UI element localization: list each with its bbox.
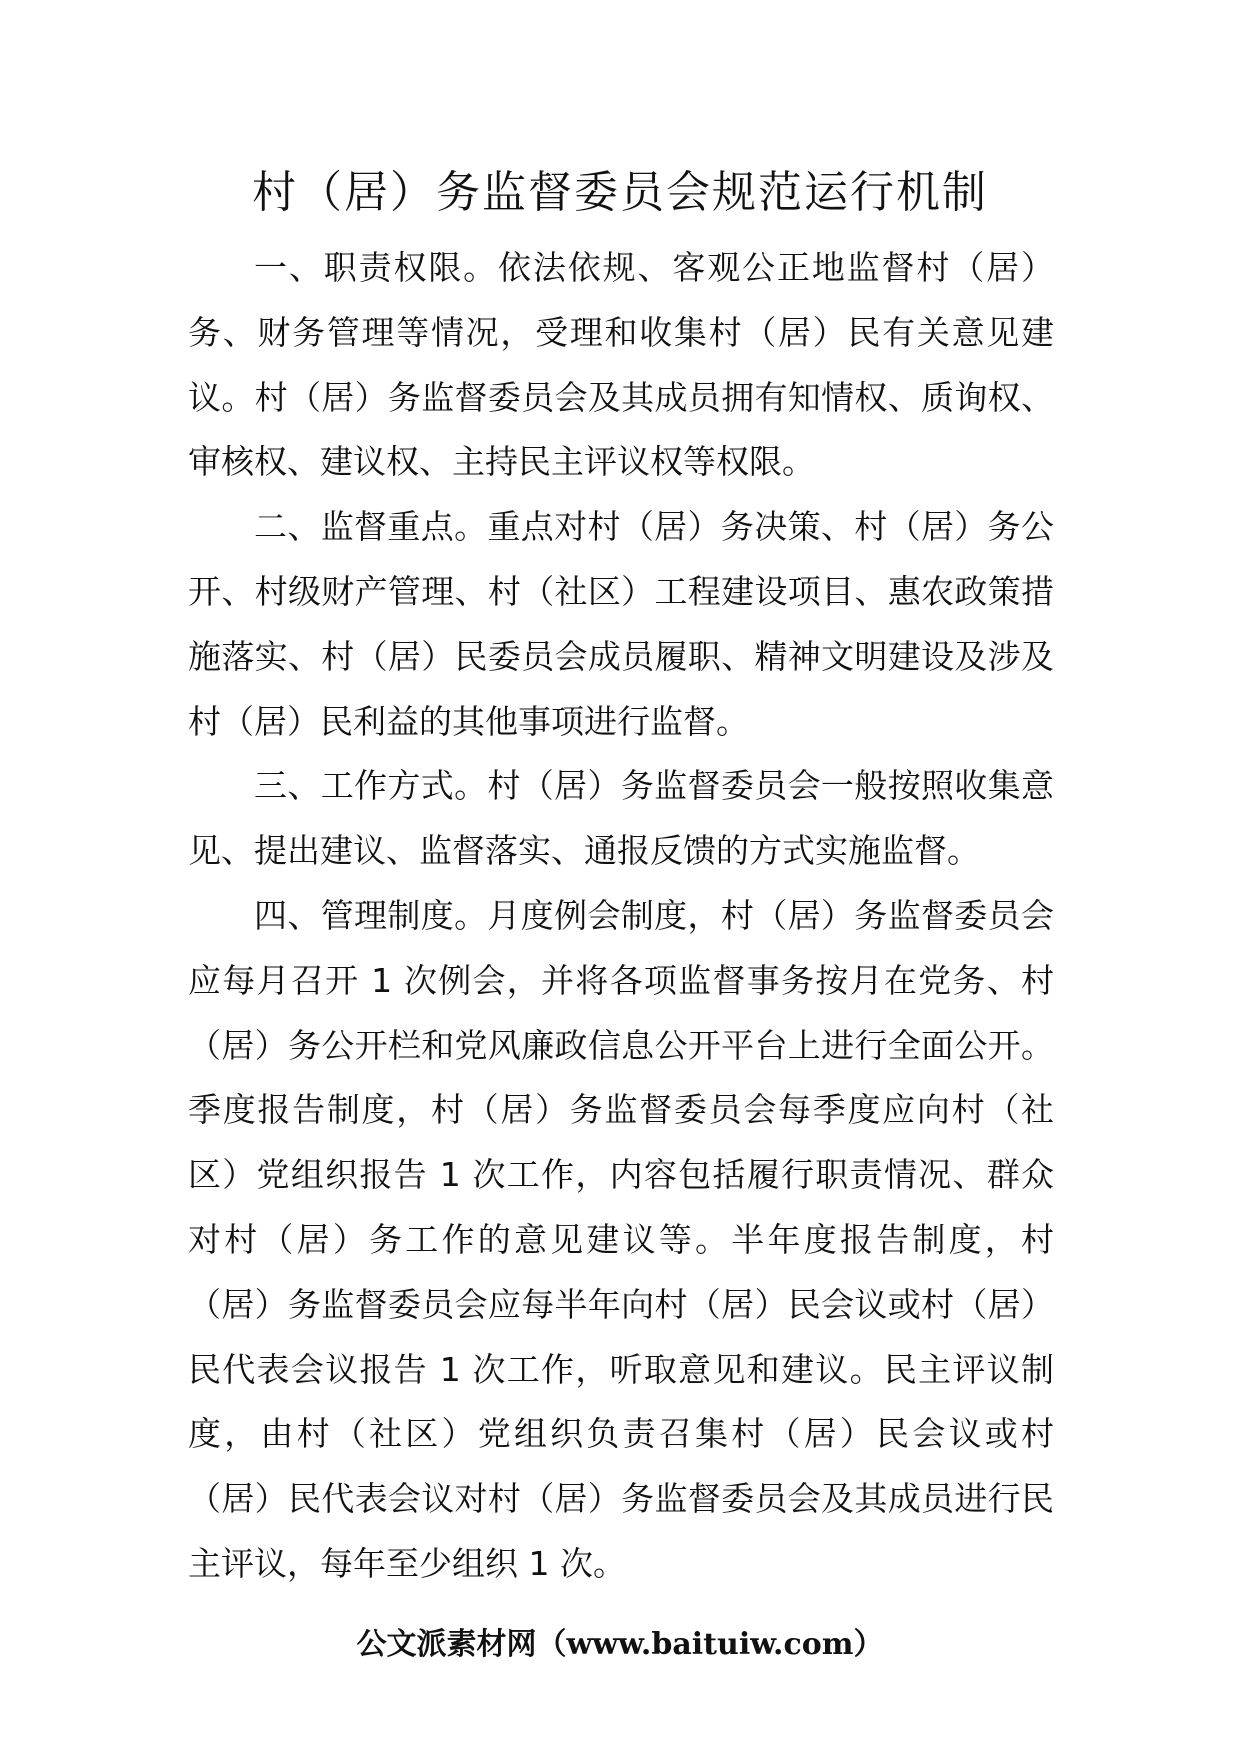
paragraph-responsibilities: 一、职责权限。依法依规、客观公正地监督村（居）务、财务管理等情况，受理和收集村（居）民有关意见建议。村（居）务监督委员会及其成员拥有知情权、质询权、审核权、建议权、主持民主评议权等权限。 — [188, 248, 1054, 482]
footer-source: 公文派素材网（www.baituiw.com） — [356, 1627, 884, 1662]
paragraph-supervision-focus: 二、监督重点。重点对村（居）务决策、村（居）务公开、村级财产管理、村（社区）工程建设项目、惠农政策措施落实、村（居）民委员会成员履职、精神文明建设及涉及村（居）民利益的其他事项进行监督。 — [188, 507, 1054, 741]
document-body — [188, 236, 1054, 1597]
document-title: 村（居）务监督委员会规范运行机制 — [252, 167, 988, 218]
paragraph-management-system: 四、管理制度。月度例会制度，村（居）务监督委员会应每月召开 1 次例会，并将各项监督事务按月在党务、村（居）务公开栏和党风廉政信息公开平台上进行全面公开。季度报告制度，村（居）务监督委员会每季度应向村（社区）党组织报告 1 次工作，内容包括履行职责情况、群众对村（居）务工作的意见建议等。半年度报告制度，村（居）务监督委员会应每半年向村（居）民会议或村（居）民代表会议报告 1 次工作，听取意见和建议。民主评议制度，由村（社区）党组织负责召集村（居）民会议或村（居）民代表会议对村（居）务监督委员会及其成员进行民主评议，每年至少组织 1 次。 — [188, 895, 1054, 1583]
paragraph-working-method: 三、工作方式。村（居）务监督委员会一般按照收集意见、提出建议、监督落实、通报反馈的方式实施监督。 — [188, 766, 1054, 871]
